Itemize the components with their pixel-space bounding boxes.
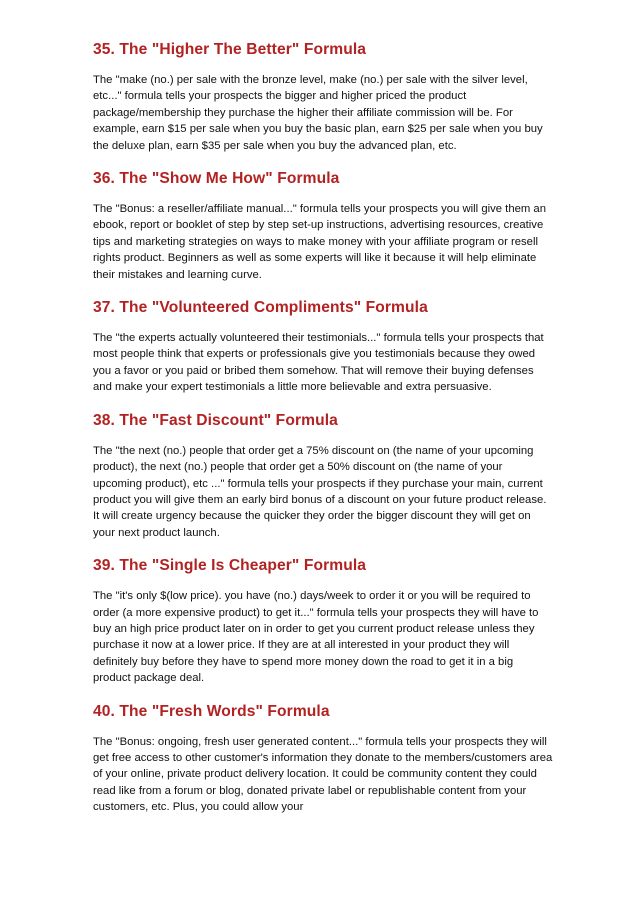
section-35 [93, 40, 553, 154]
section-body: The "it's only $(low price). you have (no.) days/week to order it or you will be required to order (a more expensive product) to get it..." formula tells your prospects they will have to buy an high price product later on in order to get you current product release unless they purchase it now at a lower price. If they are at all interested in your product they will definitely buy before they have to spend more money down the road to get it in a big product package deal. [93, 590, 539, 685]
section-36 [93, 169, 553, 283]
section-heading: 35. The "Higher The Better" Formula [93, 41, 367, 58]
section-heading: 37. The "Volunteered Compliments" Formula [93, 299, 428, 317]
section-body: The "the experts actually volunteered their testimonials..." formula tells your prospects that most people think that experts or professionals give you testimonials because they owed you a favor or you paid or bribed them somehow. That will remove their buying defenses and make your expert testimonials a little more believable and extra persuasive. [93, 332, 544, 394]
section-40 [93, 702, 553, 816]
section-body: The "Bonus: a reseller/affiliate manual..." formula tells your prospects you will give them an ebook, report or booklet of step by step set-up instructions, advertising resources, creative tips and marketing strategies on ways to make money with your affiliate program or resell rights product. Beginners as well as some experts will like it because it will help eliminate their mistakes and learning curve. [93, 203, 546, 281]
section-body: The "Bonus: ongoing, fresh user generated content..." formula tells your prospects they will get free access to other customer's information they donate to the members/customers area of your online, private product delivery location. It could be community content they could read like from a forum or blog, donated private label or republishable content from your customers, etc. Plus, you could allow your [93, 735, 553, 814]
document-page [93, 40, 553, 831]
section-heading: 40. The "Fresh Words" Formula [93, 702, 330, 720]
section-38 [93, 411, 553, 541]
section-heading: 36. The "Show Me How" Formula [93, 170, 340, 188]
section-heading: 39. The "Single Is Cheaper" Formula [93, 557, 367, 575]
section-39 [93, 556, 553, 686]
section-37 [93, 298, 553, 396]
section-heading: 38. The "Fast Discount" Formula [93, 411, 338, 429]
section-body: The "the next (no.) people that order get a 75% discount on (the name of your upcoming product), the next (no.) people that order get a 50% discount on (the name of your upcoming product), etc ..." formula tells your prospects if they purchase your main, current product you will give them an early bird bonus of a discount on your future product release. It will create urgency because the quicker they order the bigger discount they will get on your next product launch. [93, 444, 547, 539]
section-body: The "make (no.) per sale with the bronze level, make (no.) per sale with the silver level, etc..." formula tells your prospects the bigger and higher priced the product package/membership they purchase the higher their affiliate commission will be. For example, earn $15 per sale when you buy the basic plan, earn $25 per sale when you buy the deluxe plan, earn $35 per sale when you buy the advanced plan, etc. [93, 74, 543, 152]
